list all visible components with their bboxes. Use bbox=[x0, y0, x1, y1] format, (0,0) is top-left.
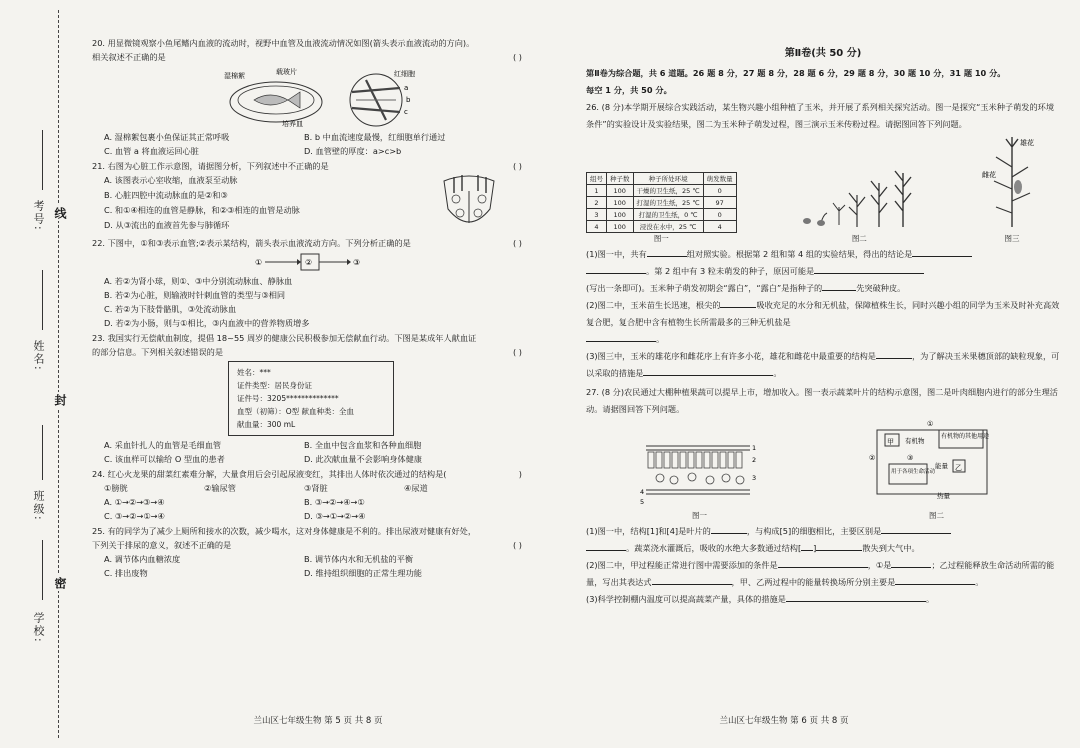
q24-option-a: A. ①→②→③→④ bbox=[104, 497, 165, 507]
table-header: 种子所处环境 bbox=[633, 173, 703, 185]
q26-part3-text: (3)图三中，玉米的雄花序和雌花序上有许多小花，雄花和雌花中最重要的结构是 bbox=[586, 351, 876, 361]
answer-paren: ( ) bbox=[513, 347, 522, 357]
blood-donation-card bbox=[228, 361, 394, 436]
svg-text:2: 2 bbox=[751, 456, 756, 464]
q24-item-2: ②输尿管 bbox=[204, 483, 236, 493]
answer-blank[interactable] bbox=[711, 523, 747, 534]
figure-1-caption: 图一 bbox=[653, 234, 669, 243]
q26-part1-text: 先突破种皮。 bbox=[856, 283, 906, 293]
fig-label-rbc: 红细胞 bbox=[394, 70, 415, 78]
vessel-3: ③ bbox=[353, 258, 361, 267]
q26-part1-text: (1)图一中，共有 bbox=[586, 249, 647, 259]
corn-pollination-diagram bbox=[982, 137, 1042, 229]
page-5 bbox=[78, 0, 530, 748]
question-26: 26. (8 分)本学期开展综合实践活动，某生物兴趣小组种植了玉米，并开展了系列相关探究活动。图一是探究“玉米种子萌发的环境条件”的实验设计及实验结果，图二为玉米种子萌发过程，图三演示玉米传粉过程。请据图回答下列问题。 组号 种子数 种子所处环境 萌发数量 1 100 干燥的卫生纸，25 ℃ 0 2 100 打湿的卫生纸，25 ℃ 97 3 100 打湿的卫生纸，0 ℃ 0 4 100 浸没在水中，25 ℃ 4 图一 图二 雄花 雌花 图三 (1)图一中，共有 组对照实验。根据第 2 组和第 4 组的实验结果，得出的结论是 。第 2 组中有 3 粒未萌发的种子，原因可能是 (写出一条即可)。玉米种子萌发初期会“露白”，“露白”是指种子的 先突破种皮。 (2)图二中，玉米苗生长迅速，根尖的 吸收充足的水分和无机盐，保障植株生长，同时兴趣小组的同学为玉米及时补充高效复合肥，复合肥中含有植物生长所需最多的三种无机盐是 。 (3)图三中，玉米的雄花序和雌花序上有许多小花，雄花和雌花中最重要的结构是 ，为了解决玉米果穗顶部的缺粒现象，可以采取的措施是 。 bbox=[586, 99, 1060, 382]
table-row: 1 100 干燥的卫生纸，25 ℃ 0 bbox=[587, 185, 737, 197]
answer-blank[interactable] bbox=[643, 365, 773, 376]
name-line bbox=[42, 270, 43, 330]
q27-part2-text: ；乙过程能释放生命活动所需的能量，写出其表达式 bbox=[586, 560, 1055, 587]
q24-item-3: ③肾脏 bbox=[304, 483, 328, 493]
question-20 bbox=[92, 36, 530, 158]
question-25 bbox=[92, 524, 530, 580]
answer-paren: ( ) bbox=[513, 161, 522, 171]
seal-char-line: 线 bbox=[53, 207, 67, 219]
svg-text:3: 3 bbox=[751, 474, 756, 482]
class-label: 班级: bbox=[32, 490, 45, 522]
svg-text:②: ② bbox=[868, 454, 875, 462]
q27-part1-text: ] bbox=[813, 543, 817, 553]
answer-blank[interactable] bbox=[647, 246, 687, 257]
fig-label-b: b bbox=[406, 96, 411, 104]
structure-2: ② bbox=[305, 258, 313, 267]
table-row: 4 100 浸没在水中，25 ℃ 4 bbox=[587, 221, 737, 233]
q22-option-c: C. 若②为下肢骨骼肌，③处流动脉血 bbox=[104, 304, 237, 314]
answer-blank[interactable] bbox=[814, 263, 924, 274]
answer-paren: ( ) bbox=[513, 238, 522, 248]
card-id-number: 证件号：3205************** bbox=[237, 394, 339, 403]
q20-stem: 20. 用显微镜观察小鱼尾鳍内血液的流动时，视野中血管及血液流动情况如图(箭头表示血液流动的方向)。相关叙述不正确的是 bbox=[92, 38, 475, 62]
q26-part2-text: 吸收充足的水分和无机盐，保障植株生长，同时兴趣小组的同学为玉米及时补充高效复合肥，复合肥中含有植物生长所需最多的三种无机盐是 bbox=[586, 300, 1060, 327]
q25-option-c: C. 排出废物 bbox=[104, 568, 148, 578]
q21-option-a: A. 该图表示心室收缩，血液泵至动脉 bbox=[104, 175, 238, 185]
fish-tail-figure bbox=[92, 66, 530, 128]
q26-part3-text: ，为了解决玉米果穗顶部的缺粒现象，可以采取的措施是 bbox=[586, 351, 1060, 378]
q24-option-b: B. ③→②→④→① bbox=[304, 497, 365, 507]
svg-text:热量: 热量 bbox=[936, 492, 950, 500]
answer-blank[interactable] bbox=[586, 540, 626, 551]
q27-part2-text: ，①是 bbox=[867, 560, 892, 570]
q26-stem: 26. (8 分)本学期开展综合实践活动，某生物兴趣小组种植了玉米，并开展了系列相关探究活动。图一是探究“玉米种子萌发的环境条件”的实验设计及实验结果，图二为玉米种子萌发过程，图三演示玉米传粉过程。请据图回答下列问题。 bbox=[586, 102, 1055, 129]
answer-blank[interactable] bbox=[586, 263, 646, 274]
leaf-structure-diagram bbox=[640, 440, 760, 506]
fig-label-c: c bbox=[404, 108, 408, 116]
question-27: 27. (8 分)农民通过大棚种植果蔬可以提早上市，增加收入。图一表示蔬菜叶片的结构示意图，图二是叶肉细胞内进行的部分生理活动。请据图回答下列问题。 1 2 3 4 5 图一 甲 有机物 有机物的其他用途 能量 乙 热量 用于各项生命活动 ① ② ③ 图二 (1)图一中，结构[1]和[4]是叶片的 ，与构成[5]的细胞相比，主要区别是 。蔬菜浇水灌溉后，吸收的水绝大多数通过结构[ ] 散失到大气中。 (2)图二中，甲过程能正常进行图中需要添加的条件是 ，①是 ；乙过程能释放生命活动所需的能量，写出其表达式 ，甲、乙两过程中的能量转换场所分别主要是 。 (3)科学控制棚内温度可以提高蔬菜产量，具体的措施是 。 bbox=[586, 384, 1060, 608]
table-header: 种子数 bbox=[607, 173, 634, 185]
page-6-footer: 兰山区七年级生物 第 6 页 共 8 页 bbox=[719, 716, 849, 726]
svg-text:有机物的其他用途: 有机物的其他用途 bbox=[940, 433, 989, 440]
q20-option-d: D. 血管壁的厚度：a>c>b bbox=[304, 146, 402, 156]
q23-stem: 23. 我国实行无偿献血制度，提倡 18~55 周岁的健康公民积极参加无偿献血行动。下图是某成年人献血证的部分信息。下列相关叙述错误的是 bbox=[92, 333, 477, 357]
answer-blank[interactable] bbox=[912, 246, 972, 257]
exam-number-line bbox=[42, 130, 43, 190]
answer-blank[interactable] bbox=[895, 574, 975, 585]
q22-stem: 22. 下图中，①和③表示血管;②表示某结构，箭头表示血液流动方向。下列分析正确的是 bbox=[92, 238, 411, 248]
q20-option-b: B. b 中血流速度最慢，红细胞单行通过 bbox=[304, 132, 446, 142]
corn-germination-diagram bbox=[799, 167, 919, 229]
q23-option-a: A. 采血针扎人的血管是毛细血管 bbox=[104, 440, 222, 450]
card-name: 姓名：*** bbox=[237, 368, 271, 377]
svg-text:1: 1 bbox=[751, 444, 756, 452]
page-6 bbox=[560, 0, 1060, 748]
section-intro-2: 每空 1 分，共 50 分。 bbox=[586, 85, 672, 95]
q23-option-d: D. 此次献血量不会影响身体健康 bbox=[304, 454, 422, 464]
school-line bbox=[42, 540, 43, 600]
q22-option-a: A. 若②为肾小球，则①、③中分别流动脉血、静脉血 bbox=[104, 276, 293, 286]
q27-part1-text: (1)图一中，结构[1]和[4]是叶片的 bbox=[586, 526, 711, 536]
q26-part1-text: 。第 2 组中有 3 粒未萌发的种子，原因可能是 bbox=[646, 266, 815, 276]
answer-blank[interactable] bbox=[801, 540, 813, 551]
q26-part1-text: 组对照实验。根据第 2 组和第 4 组的实验结果，得出的结论是 bbox=[686, 249, 913, 259]
card-blood-type: 血型（初筛）：O型 献血种类：全血 bbox=[237, 407, 355, 416]
answer-blank[interactable] bbox=[720, 297, 756, 308]
question-21 bbox=[92, 159, 530, 235]
q26-part1-text: (写出一条即可)。玉米种子萌发初期会“露白”，“露白”是指种子的 bbox=[586, 283, 823, 293]
q27-part2-text: (2)图二中，甲过程能正常进行图中需要添加的条件是 bbox=[586, 560, 778, 570]
q20-option-a: A. 湿棉絮包裹小鱼保证其正常呼吸 bbox=[104, 132, 230, 142]
fig-label-a: a bbox=[404, 84, 409, 92]
q27-part2-text: ，甲、乙两过程中的能量转换场所分别主要是 bbox=[731, 577, 896, 587]
q25-stem: 25. 有的同学为了减少上厕所和接水的次数，减少喝水，这对身体健康是不利的。排出尿液对健康有好处，下列关于排尿的意义，叙述不正确的是 bbox=[92, 526, 477, 550]
q22-option-d: D. 若②为小肠，则与①相比，③内血液中的营养物质增多 bbox=[104, 318, 310, 328]
answer-blank[interactable] bbox=[778, 557, 868, 568]
germination-table bbox=[586, 172, 737, 233]
answer-blank[interactable] bbox=[822, 280, 856, 291]
q25-option-d: D. 维持组织细胞的正常生理功能 bbox=[304, 568, 422, 578]
answer-paren: ( ) bbox=[513, 540, 522, 550]
q27-part1-text: ，与构成[5]的细胞相比，主要区别是 bbox=[746, 526, 882, 536]
q24-option-c: C. ③→②→①→④ bbox=[104, 511, 165, 521]
label-female-flower: 雌花 bbox=[981, 171, 996, 179]
answer-blank[interactable] bbox=[586, 331, 656, 342]
q23-option-c: C. 该血样可以输给 O 型血的患者 bbox=[104, 454, 225, 464]
table-header: 萌发数量 bbox=[703, 173, 736, 185]
fig-label-slide: 载玻片 bbox=[276, 68, 297, 76]
q27-part1-text: 。蔬菜浇水灌溉后，吸收的水绝大多数通过结构[ bbox=[626, 543, 802, 553]
question-22 bbox=[92, 236, 530, 330]
vessel-1: ① bbox=[255, 258, 263, 267]
q25-option-a: A. 调节体内血糖浓度 bbox=[104, 554, 181, 564]
fig-label-dish: 培养皿 bbox=[282, 120, 303, 128]
svg-text:用于各项生命活动: 用于各项生命活动 bbox=[890, 469, 935, 475]
question-24 bbox=[92, 467, 530, 523]
cell-activity-diagram bbox=[867, 420, 1007, 506]
binding-margin bbox=[0, 0, 78, 748]
answer-blank[interactable] bbox=[876, 348, 912, 359]
q27-stem: 27. (8 分)农民通过大棚种植果蔬可以提早上市，增加收入。图一表示蔬菜叶片的结构示意图，图二是叶肉细胞内进行的部分生理活动。请据图回答下列问题。 bbox=[586, 387, 1058, 414]
svg-text:③: ③ bbox=[906, 454, 913, 462]
seal-char-feng: 封 bbox=[53, 394, 67, 406]
svg-text:有机物: 有机物 bbox=[904, 437, 924, 445]
exam-number-label: 考号: bbox=[32, 200, 45, 232]
q27-part3-text: (3)科学控制棚内温度可以提高蔬菜产量，具体的措施是 bbox=[586, 594, 786, 604]
figure-3-caption: 图三 bbox=[1004, 234, 1020, 243]
q27-figure-1-caption: 图一 bbox=[692, 511, 707, 520]
binding-dashed-line bbox=[58, 10, 59, 738]
vessel-flow-diagram bbox=[92, 252, 530, 272]
q25-option-b: B. 调节体内水和无机盐的平衡 bbox=[304, 554, 414, 564]
q22-option-b: B. 若②为心脏，则输液时针刺血管的类型与③相同 bbox=[104, 290, 286, 300]
name-label: 姓名: bbox=[32, 340, 45, 372]
label-male-flower: 雄花 bbox=[1019, 139, 1034, 147]
class-line bbox=[42, 425, 43, 480]
answer-paren: ) bbox=[518, 469, 522, 479]
page-5-footer: 兰山区七年级生物 第 5 页 共 8 页 bbox=[253, 716, 383, 726]
answer-paren: ( ) bbox=[513, 52, 522, 62]
q21-stem: 21. 右图为心脏工作示意图，请据图分析，下列叙述中不正确的是 bbox=[92, 161, 329, 171]
table-header: 组号 bbox=[587, 173, 607, 185]
q24-item-4: ④尿道 bbox=[404, 483, 428, 493]
q24-stem: 24. 红心火龙果的甜菜红素难分解，大量食用后会引起尿液变红，其排出人体时依次通过的结构是( bbox=[92, 469, 447, 479]
q21-option-c: C. 和①④相连的血管是静脉，和②③相连的血管是动脉 bbox=[104, 205, 300, 215]
table-row: 3 100 打湿的卫生纸，0 ℃ 0 bbox=[587, 209, 737, 221]
answer-blank[interactable] bbox=[652, 574, 732, 585]
question-23 bbox=[92, 331, 530, 466]
heart-diagram bbox=[434, 173, 504, 235]
school-label: 学校: bbox=[32, 612, 45, 644]
fig-label-wet-cotton: 湿棉絮 bbox=[224, 72, 245, 80]
section-intro-1: 第Ⅱ卷为综合题，共 6 道题。26 题 8 分，27 题 8 分，28 题 6 分，29 题 8 分，30 题 10 分，31 题 10 分。 bbox=[586, 68, 1006, 78]
svg-text:4: 4 bbox=[639, 488, 644, 496]
q23-option-b: B. 全血中包含血浆和各种血细胞 bbox=[304, 440, 422, 450]
card-id-type: 证件类型：居民身份证 bbox=[237, 381, 312, 390]
q27-figure-2-caption: 图二 bbox=[929, 511, 944, 520]
q20-option-c: C. 血管 a 将血液运回心脏 bbox=[104, 146, 199, 156]
q26-part2-text: (2)图二中，玉米苗生长迅速，根尖的 bbox=[586, 300, 721, 310]
table-row: 2 100 打湿的卫生纸，25 ℃ 97 bbox=[587, 197, 737, 209]
q24-option-d: D. ③→①→②→④ bbox=[304, 511, 366, 521]
svg-text:5: 5 bbox=[639, 498, 644, 506]
seal-char-mi: 密 bbox=[53, 577, 67, 589]
q21-option-d: D. 从③流出的血液首先参与肺循环 bbox=[104, 220, 230, 230]
q27-part1-text: 散失到大气中。 bbox=[862, 543, 920, 553]
answer-blank[interactable] bbox=[891, 557, 931, 568]
svg-text:甲: 甲 bbox=[886, 438, 894, 446]
svg-text:能量: 能量 bbox=[934, 462, 948, 470]
q21-option-b: B. 心脏四腔中流动脉血的是②和③ bbox=[104, 190, 228, 200]
svg-text:乙: 乙 bbox=[954, 464, 962, 472]
figure-2-caption: 图二 bbox=[851, 234, 867, 243]
answer-blank[interactable] bbox=[786, 591, 926, 602]
card-volume: 献血量：300 mL bbox=[237, 420, 296, 429]
answer-blank[interactable] bbox=[881, 523, 951, 534]
svg-text:①: ① bbox=[926, 420, 933, 428]
answer-blank[interactable] bbox=[816, 540, 862, 551]
q24-item-1: ①膀胱 bbox=[104, 483, 128, 493]
section-title: 第Ⅱ卷(共 50 分) bbox=[784, 48, 862, 59]
